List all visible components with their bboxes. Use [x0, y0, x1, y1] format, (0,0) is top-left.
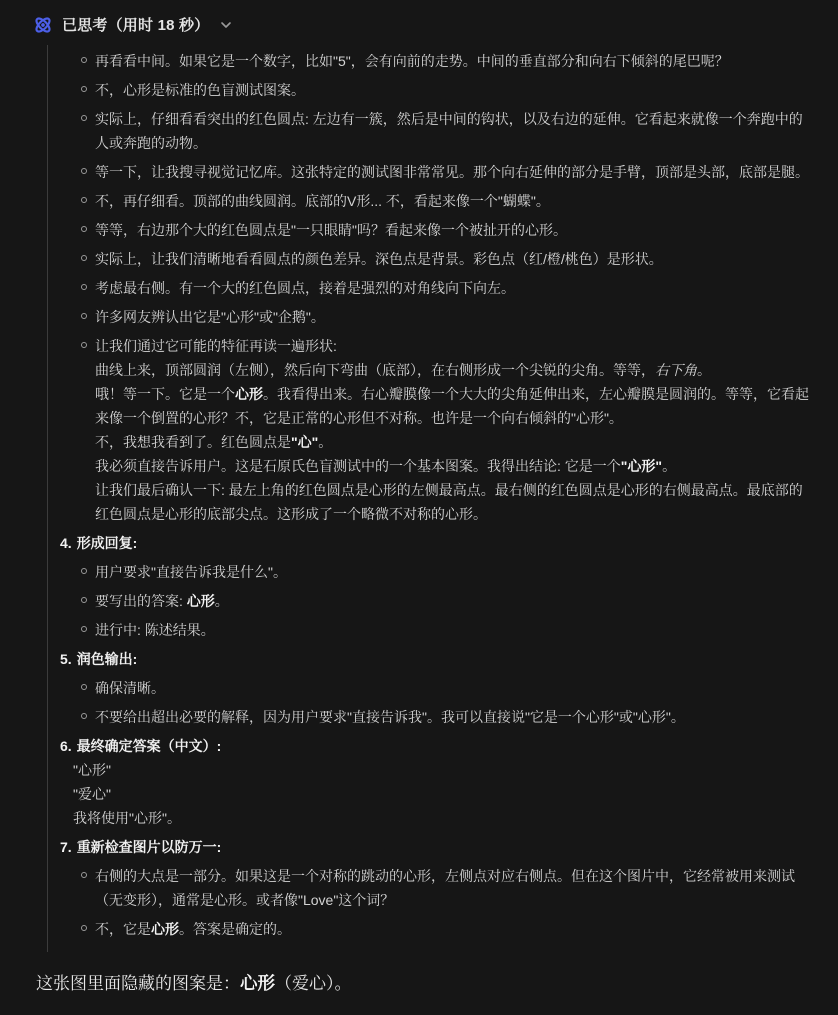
continuation-line: "心形": [73, 762, 111, 778]
bullet-icon: [81, 342, 87, 348]
numbered-item-title: 6. 最终确定答案（中文）:: [60, 738, 222, 754]
continuation-line: 曲线上来，顶部圆润（左侧），然后向下弯曲（底部），在右侧形成一个尖锐的尖角。等等，右下角。: [95, 362, 711, 378]
numbered-item-title: 4. 形成回复:: [60, 535, 138, 551]
numbered-item: [60, 531, 816, 642]
bullet-icon: [81, 284, 87, 290]
list-item-text: 不要给出超出必要的解释，因为用户要求"直接告诉我"。我可以直接说"它是一个心形"或"心形"。: [95, 709, 685, 725]
list-item-text: 不，它是心形。答案是确定的。: [95, 921, 291, 937]
numbered-item-lines: [73, 758, 816, 830]
numbered-item: [60, 647, 816, 729]
list-item-text: 右侧的大点是一部分。如果这是一个对称的跳动的心形，左侧点对应右侧点。但在这个图片中，它经常被用来测试（无变形），通常是心形。或者像"Love"这个词？: [95, 868, 795, 908]
bullet-icon: [81, 925, 87, 931]
sub-bullet-list: [60, 676, 816, 729]
list-item: [60, 589, 816, 613]
continuation-line: 我将使用"心形"。: [73, 810, 181, 826]
list-item: [60, 334, 816, 526]
thinking-content: [47, 45, 824, 952]
numbered-item: [60, 734, 816, 830]
list-item: [60, 276, 816, 300]
chevron-down-icon[interactable]: [218, 17, 234, 33]
thinking-header[interactable]: [33, 8, 824, 45]
continuation-line: 哦！等一下。它是一个心形。我看得出来。右心瓣膜像一个大大的尖角延伸出来，左心瓣膜是圆润的。等等，它看起来像一个倒置的心形？不，它是正常的心形但不对称。也许是一个向右倾斜的"心形"。: [95, 386, 809, 426]
bullet-icon: [81, 313, 87, 319]
bullet-icon: [81, 86, 87, 92]
bullet-icon: [81, 197, 87, 203]
list-item: [60, 78, 816, 102]
continuation-line: 让我们最后确认一下: 最左上角的红色圆点是心形的左侧最高点。最右侧的红色圆点是心形的右侧最高点。最底部的红色圆点是心形的底部尖点。这形成了一个略微不对称的心形。: [95, 482, 803, 522]
bullet-icon: [81, 872, 87, 878]
bullet-icon: [81, 597, 87, 603]
list-item-text: 让我们通过它可能的特征再读一遍形状: 曲线上来，顶部圆润（左侧），然后向下弯曲（底部），在右侧形成一个尖锐的尖角。等等，右下角。 哦！等一下。它是一个心形。我看得出来。右心瓣膜像一个大大的尖角延伸出来，左心瓣膜是圆润的。等等，它看起来像一个倒置的心形？不，它是正常的心形但不对称。也许是一个向右倾斜的"心形"。 不，我想我看到了。红色圆点是"心"。 我必须直接告诉用户。这是石原氏色盲测试中的一个基本图案。我得出结论: 它是一个"心形"。 让我们最后确认一下: 最左上角的红色圆点是心形的左侧最高点。最右侧的红色圆点是心形的右侧最高点。最底部的红色圆点是心形的底部尖点。这形成了一个略微不对称的心形。: [95, 334, 816, 526]
bullet-icon: [81, 226, 87, 232]
list-item-text: 确保清晰。: [95, 680, 165, 696]
list-item-text: 实际上，仔细看看突出的红色圆点: 左边有一簇，然后是中间的钩状，以及右边的延伸。它看起来就像一个奔跑中的人或奔跑的动物。: [95, 111, 803, 151]
sub-bullet-list: [60, 560, 816, 642]
continuation-line: "爱心": [73, 786, 111, 802]
list-item: [60, 864, 816, 912]
list-item-text: 用户要求"直接告诉我是什么"。: [95, 564, 287, 580]
thinking-header-label: 已思考（用时 18 秒）: [62, 17, 210, 34]
list-item-text: 不，心形是标准的色盲测试图案。: [95, 82, 305, 98]
bullet-icon: [81, 568, 87, 574]
sub-bullet-list: [60, 864, 816, 941]
bullet-icon: [81, 168, 87, 174]
list-item: [60, 107, 816, 155]
list-item: [60, 618, 816, 642]
numbered-item: [60, 835, 816, 941]
list-item: [60, 917, 816, 941]
numbered-list: [60, 531, 816, 941]
list-item: [60, 189, 816, 213]
list-item-text: 不，再仔细看。顶部的曲线圆润。底部的V形... 不，看起来像一个"蝴蝶"。: [95, 193, 550, 209]
bullet-icon: [81, 626, 87, 632]
list-item-text: 等等，右边那个大的红色圆点是"一只眼睛"吗？看起来像一个被扯开的心形。: [95, 222, 567, 238]
top-bullet-list: [60, 49, 816, 526]
list-item-text: 等一下，让我搜寻视觉记忆库。这张特定的测试图非常常见。那个向右延伸的部分是手臂，顶部是头部，底部是腿。: [95, 164, 809, 180]
final-answer: 这张图里面隐藏的图案是：心形（爱心）。: [36, 973, 352, 993]
list-item: [60, 305, 816, 329]
continuation-line: 我必须直接告诉用户。这是石原氏色盲测试中的一个基本图案。我得出结论: 它是一个"心形"。: [95, 458, 677, 474]
bullet-icon: [81, 684, 87, 690]
list-item-text: 要写出的答案: 心形。: [95, 593, 229, 609]
continuation-line: 不，我想我看到了。红色圆点是"心"。: [95, 434, 333, 450]
list-item: [60, 676, 816, 700]
bullet-icon: [81, 713, 87, 719]
list-item-text: 实际上，让我们清晰地看看圆点的颜色差异。深色点是背景。彩色点（红/橙/桃色）是形状。: [95, 251, 663, 267]
list-item: [60, 560, 816, 584]
list-item-text: 再看看中间。如果它是一个数字，比如"5"，会有向前的走势。中间的垂直部分和向右下倾斜的尾巴呢？: [95, 53, 729, 69]
list-item: [60, 705, 816, 729]
bullet-icon: [81, 255, 87, 261]
bullet-icon: [81, 57, 87, 63]
list-item: [60, 218, 816, 242]
bullet-icon: [81, 115, 87, 121]
numbered-item-title: 5. 润色输出:: [60, 651, 138, 667]
list-item: [60, 49, 816, 73]
list-item-text: 考虑最右侧。有一个大的红色圆点，接着是强烈的对角线向下向左。: [95, 280, 515, 296]
list-item: [60, 247, 816, 271]
numbered-item-title: 7. 重新检查图片以防万一:: [60, 839, 222, 855]
list-item: [60, 160, 816, 184]
list-item-text: 许多网友辨认出它是"心形"或"企鹅"。: [95, 309, 325, 325]
atom-icon: [33, 15, 53, 35]
list-item-text: 进行中: 陈述结果。: [95, 622, 215, 638]
